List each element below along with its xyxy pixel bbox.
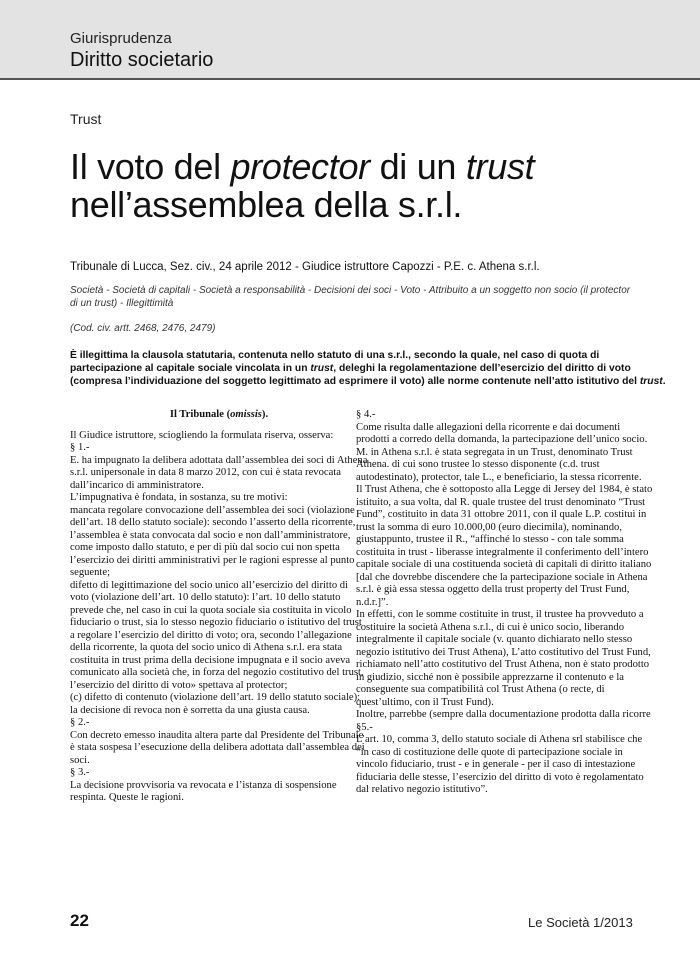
paragraph: §5.- xyxy=(356,721,373,733)
header-category: Giurisprudenza xyxy=(70,30,172,47)
right-column xyxy=(356,409,654,797)
header-title: Diritto societario xyxy=(70,49,214,71)
paragraph: In effetti, con le somme costituite in trust, il trustee ha provveduto a costituire la società Athena s.r.l., di cui è unico socio, liberando integralmente il capitale sociale (v. quanto dichiarato nello stesso negozio istitutivo dei Trust Athena), L’atto costitutivo del Trust Fund, richiamato nell’atto costitutivo del Trust Athena, non è stato prodotto in giudizio, sicché non è possibile apprezzarne il contenuto e la conseguente sua compatibilità col Trust Athena (o recte, di quest’ultimo, con il Trust Fund). xyxy=(356,609,651,708)
code-citations: (Cod. civ. artt. 2468, 2476, 2479) xyxy=(70,323,216,334)
paragraph: Inoltre, parrebbe (sempre dalla documentazione prodotta dalla ricorre xyxy=(356,709,651,720)
court-reference: Tribunale di Lucca, Sez. civ., 24 aprile 2012 - Giudice istruttore Capozzi - P.E. c. Athena s.r.l. xyxy=(70,261,540,273)
paragraph: difetto di legittimazione del socio unico all’esercizio del diritto di voto (violazione dell’art. 10 dello statuto): l’art. 10 dello statuto prevede che, nel caso in cui la quota sociale sia costituita in vicolo fiduciario o trust, sia lo stesso negozio fiduciario o istitutivo del trust a regolare l’esercizio del diritto di voto; ora, secondo l’allegazione della ricorrente, la quota del socio unico di Athena s.r.l. era stata costituita in trust prima della decisione impugnata e il socio aveva comunicato alla società che, in forza del negozio costitutivo del trust, l’esercizio del diritto di voto» spettava al protector; xyxy=(70,579,364,691)
title-italic-trust: trust xyxy=(465,146,535,187)
heading-text: ). xyxy=(261,409,269,420)
heading-italic: omissis xyxy=(230,409,262,420)
paragraph: L’impugnativa è fondata, in sostanza, su tre motivi: xyxy=(70,492,288,503)
page-number: 22 xyxy=(70,911,89,930)
paragraph: Il Trust Athena, che è sottoposto alla Legge di Jersey del 1984, è stato istituito, a sua volta, dal R. quale trustee del trust denominato “Trust Fund”, costituito in data 31 ottobre 2011, con il quale L.P. costituì in trust la somma di euro 10.000,00 (euro diecimila), nominando, giustappunto, trustee il R., “affinché lo stesso - con tale somma costituita in trust - liberasse integralmente il conferimento dell’intero capitale sociale di una costituenda società di capitali di diritto italiano [dal che dovrebbe discendere che la partecipazione sociale in Athena s.r.l. è già essa stessa oggetto della trust property del Trust Fund, n.d.r.]”. xyxy=(356,484,653,608)
headnote-italic: trust xyxy=(639,376,663,387)
headnote-text: . xyxy=(662,376,666,387)
court-heading xyxy=(70,409,368,422)
paragraph: E. ha impugnato la delibera adottata dall’assemblea dei soci di Athena s.r.l. unipersonale in data 8 marzo 2012, con cui è stata revocata dall’incarico di amministratore. xyxy=(70,454,368,491)
keywords: Società - Società di capitali - Società a responsabilità - Decisioni dei soci - Voto - Attribuito a un soggetto non socio (il protector di un trust) - Illegittimità xyxy=(70,285,631,309)
title-text: Il voto del xyxy=(70,146,231,187)
heading-text: Il Tribunale ( xyxy=(169,409,231,420)
title-line-2: nell’assemblea della s.r.l. xyxy=(70,184,463,225)
paragraph: Con decreto emesso inaudita altera parte dal Presidente del Tribunale è stata sospesa l’esecuzione della delibera adottata dall’assemblea dei soci. xyxy=(70,729,365,766)
paragraph: Il Giudice istruttore, sciogliendo la formulata riserva, osserva: xyxy=(70,429,334,441)
article-title xyxy=(70,148,670,224)
paragraph: La decisione provvisoria va revocata e l’istanza di sospensione respinta. Queste le ragioni. xyxy=(70,779,337,803)
paragraph: § 2.- xyxy=(70,717,90,728)
paragraph: (c) difetto di contenuto (violazione dell’art. 19 dello statuto sociale): la decisione di revoca non è sorretta da una giusta causa. xyxy=(70,692,361,716)
magazine-issue: Le Società 1/2013 xyxy=(528,915,633,930)
paragraph: § 3.- xyxy=(70,767,90,778)
headnote-text: È illegittima la clausola statutaria, contenuta nello statuto di una s.r.l., secondo la quale, nel caso di quota di partecipazione al capitale sociale vincolata in un xyxy=(70,350,600,374)
section-label: Trust xyxy=(70,111,102,127)
paragraph: § 4.- xyxy=(356,409,376,420)
title-text: di un xyxy=(369,146,466,187)
paragraph: § 1.- xyxy=(70,442,90,453)
headnote xyxy=(70,349,670,388)
headnote-italic: trust xyxy=(310,363,334,374)
paragraph: Come risulta dalle allegazioni della ricorrente e dai documenti prodotti a corredo della domanda, la partecipazione dell’unico socio. M. in Athena s.r.l. è stata segregata in un Trust, denominato Trust Athena. di cui sono trustee lo stesso disponente (c.d. trust autodestinato), protector, tale L., e beneficiario, la stessa ricorrente. xyxy=(356,421,648,483)
paragraph: L’art. 10, comma 3, dello statuto sociale di Athena srl stabilisce che “in caso di costituzione delle quote di partecipazione sociale in vincolo fiduciario, trust - e in generale - per il caso di intestazione fiduciaria delle stesse, l’esercizio del diritto di voto è regolamentato dal relativo negozio istitutivo”. xyxy=(356,734,644,795)
paragraph: mancata regolare convocazione dell’assemblea dei soci (violazione dell’art. 18 dello statuto sociale): secondo l’asserto della ricorrente, l’assemblea è stata convocata dal socio e non dall’amministratore, come imposto dallo statuto, e per di più dal socio cui non spetta l’esercizio dei diritti amministrativi per le ragioni espresse al punto seguente; xyxy=(70,504,356,578)
headnote-text: , deleghi la regolamentazione dell’esercizio del diritto di voto (compresa l’individuazione del soggetto legittimato ad esprimere il voto) alle norme contenute nell’atto istitutivo del xyxy=(70,363,640,387)
title-italic-protector: protector xyxy=(230,146,370,187)
header-divider xyxy=(0,78,700,80)
left-column xyxy=(70,409,368,805)
